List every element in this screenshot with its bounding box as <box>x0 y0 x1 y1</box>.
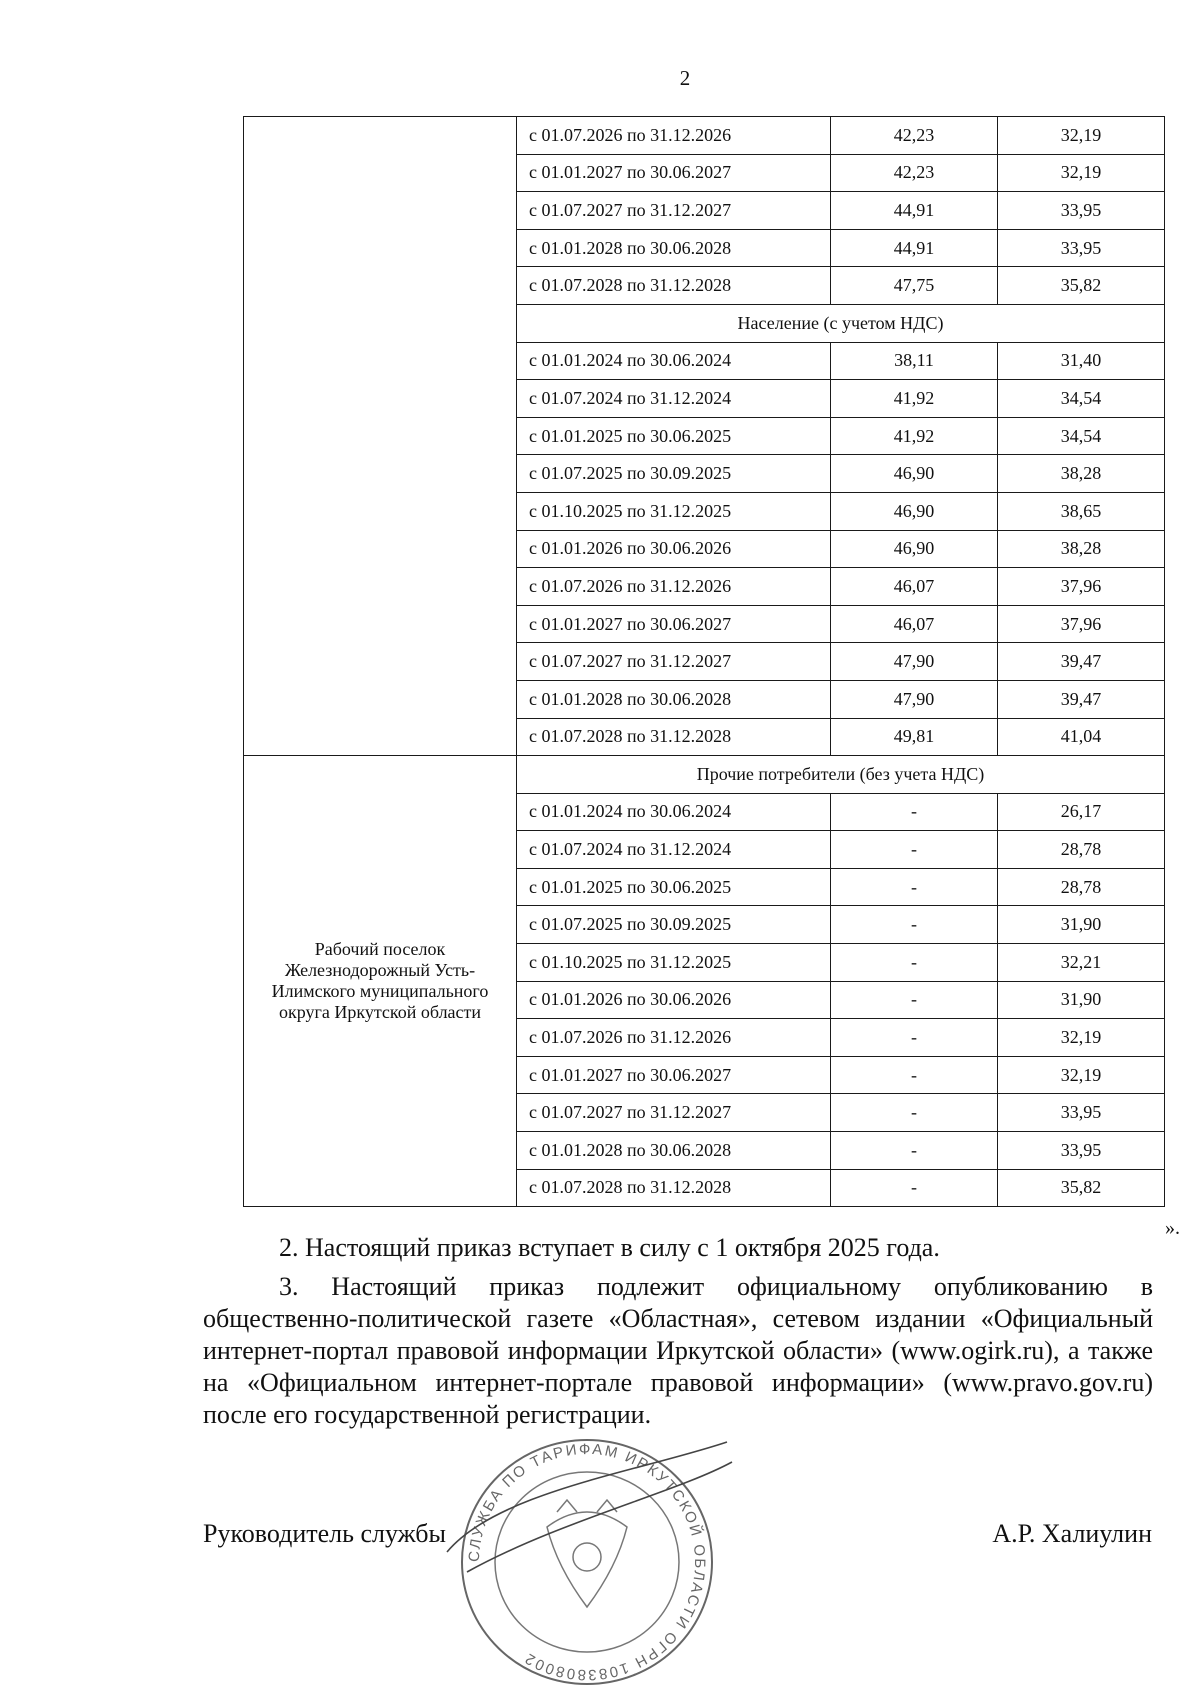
period-cell: с 01.01.2027 по 30.06.2027 <box>517 605 831 643</box>
period-cell: с 01.07.2026 по 31.12.2026 <box>517 117 831 155</box>
locality-cell: Рабочий поселок Железнодорожный Усть-Илимского муниципального округа Иркутской области <box>244 756 517 1207</box>
signatory-name: А.Р. Халиулин <box>992 1519 1152 1548</box>
official-stamp <box>437 1432 737 1692</box>
tariff-value-2: 31,40 <box>998 342 1165 380</box>
period-cell: с 01.07.2028 по 31.12.2028 <box>517 1169 831 1207</box>
period-cell: с 01.07.2027 по 31.12.2027 <box>517 643 831 681</box>
tariff-value-1: - <box>831 831 998 869</box>
tariff-value-1: 47,75 <box>831 267 998 305</box>
tariff-value-1: 41,92 <box>831 380 998 418</box>
tariff-value-1: - <box>831 906 998 944</box>
tariff-value-2: 38,65 <box>998 492 1165 530</box>
tariff-value-1: 47,90 <box>831 680 998 718</box>
period-cell: с 01.07.2028 по 31.12.2028 <box>517 718 831 756</box>
period-cell: с 01.07.2027 по 31.12.2027 <box>517 1094 831 1132</box>
period-cell: с 01.01.2027 по 30.06.2027 <box>517 1056 831 1094</box>
tariff-value-2: 28,78 <box>998 868 1165 906</box>
period-cell: с 01.07.2028 по 31.12.2028 <box>517 267 831 305</box>
tariff-table <box>243 116 1165 1207</box>
tariff-value-2: 37,96 <box>998 568 1165 606</box>
coat-of-arms-icon <box>547 1500 627 1607</box>
tariff-value-1: 46,07 <box>831 568 998 606</box>
period-cell: с 01.07.2025 по 30.09.2025 <box>517 906 831 944</box>
table-row <box>244 117 1165 155</box>
tariff-value-1: - <box>831 981 998 1019</box>
svg-text:СЛУЖБА ПО ТАРИФАМ ИРКУТСКОЙ ОБ <box>466 1441 708 1683</box>
tariff-value-2: 35,82 <box>998 267 1165 305</box>
tariff-value-2: 38,28 <box>998 455 1165 493</box>
tariff-value-2: 32,19 <box>998 154 1165 192</box>
tariff-value-1: 49,81 <box>831 718 998 756</box>
period-cell: с 01.01.2027 по 30.06.2027 <box>517 154 831 192</box>
tariff-value-1: 44,91 <box>831 192 998 230</box>
tariff-value-1: 42,23 <box>831 154 998 192</box>
tariff-value-2: 34,54 <box>998 417 1165 455</box>
paragraph-publication-text-1: 3. Настоящий приказ подлежит официальному опубликованию в общественно-политической газете «Областная», сетевом издании «Официальный интернет-портал правовой информации Иркутской области» ( <box>203 1272 1153 1365</box>
period-cell: с 01.01.2026 по 30.06.2026 <box>517 981 831 1019</box>
tariff-value-2: 39,47 <box>998 680 1165 718</box>
paragraph-publication <box>203 1271 1153 1431</box>
tariff-value-2: 31,90 <box>998 981 1165 1019</box>
period-cell: с 01.01.2028 по 30.06.2028 <box>517 680 831 718</box>
tariff-value-2: 33,95 <box>998 192 1165 230</box>
tariff-value-2: 31,90 <box>998 906 1165 944</box>
period-cell: с 01.01.2028 по 30.06.2028 <box>517 1132 831 1170</box>
tariff-value-1: - <box>831 1169 998 1207</box>
tariff-value-2: 33,95 <box>998 1094 1165 1132</box>
tariff-value-2: 38,28 <box>998 530 1165 568</box>
period-cell: с 01.01.2024 по 30.06.2024 <box>517 342 831 380</box>
tariff-value-1: - <box>831 1132 998 1170</box>
period-cell: с 01.07.2027 по 31.12.2027 <box>517 192 831 230</box>
paragraph-effective-date: 2. Настоящий приказ вступает в силу с 1 октября 2025 года. <box>279 1233 940 1262</box>
tariff-value-1: - <box>831 793 998 831</box>
tariff-value-1: 46,90 <box>831 530 998 568</box>
period-cell: с 01.01.2028 по 30.06.2028 <box>517 229 831 267</box>
tariff-value-1: 41,92 <box>831 417 998 455</box>
tariff-value-2: 26,17 <box>998 793 1165 831</box>
paragraph-publication-text-2: ), а также на «Официальном интернет-портале правовой информации» ( <box>203 1336 1153 1397</box>
locality-cell-continued <box>244 117 517 756</box>
tariff-value-1: 46,90 <box>831 455 998 493</box>
ogirk-link[interactable]: www.ogirk.ru <box>900 1336 1045 1365</box>
stamp-text: СЛУЖБА ПО ТАРИФАМ ИРКУТСКОЙ ОБЛАСТИ ОГРН 1083808002 <box>465 1440 709 1684</box>
tariff-value-1: - <box>831 1019 998 1057</box>
tariff-value-1: - <box>831 1094 998 1132</box>
tariff-value-1: 44,91 <box>831 229 998 267</box>
period-cell: с 01.07.2025 по 30.09.2025 <box>517 455 831 493</box>
tariff-value-1: 46,07 <box>831 605 998 643</box>
tariff-value-2: 35,82 <box>998 1169 1165 1207</box>
pravo-link[interactable]: www.pravo.gov.ru <box>952 1368 1145 1397</box>
period-cell: с 01.01.2024 по 30.06.2024 <box>517 793 831 831</box>
page-number: 2 <box>679 66 691 90</box>
tariff-value-1: - <box>831 868 998 906</box>
period-cell: с 01.01.2026 по 30.06.2026 <box>517 530 831 568</box>
tariff-value-2: 34,54 <box>998 380 1165 418</box>
period-cell: с 01.07.2024 по 31.12.2024 <box>517 831 831 869</box>
tariff-value-1: - <box>831 944 998 982</box>
tariff-value-2: 41,04 <box>998 718 1165 756</box>
paragraph-publication-text-3: ) после его государственной регистрации. <box>203 1368 1153 1429</box>
tariff-value-1: 47,90 <box>831 643 998 681</box>
tariff-value-2: 32,19 <box>998 1019 1165 1057</box>
period-cell: с 01.10.2025 по 31.12.2025 <box>517 944 831 982</box>
period-cell: с 01.07.2024 по 31.12.2024 <box>517 380 831 418</box>
tariff-value-1: 46,90 <box>831 492 998 530</box>
section-heading-population: Население (с учетом НДС) <box>517 304 1165 342</box>
tariff-value-2: 32,21 <box>998 944 1165 982</box>
section-row <box>244 756 1165 794</box>
tariff-value-2: 32,19 <box>998 117 1165 155</box>
closing-quote: ». <box>1165 1217 1180 1239</box>
tariff-value-2: 33,95 <box>998 229 1165 267</box>
tariff-value-2: 37,96 <box>998 605 1165 643</box>
period-cell: с 01.01.2025 по 30.06.2025 <box>517 868 831 906</box>
period-cell: с 01.10.2025 по 31.12.2025 <box>517 492 831 530</box>
section-heading-other: Прочие потребители (без учета НДС) <box>517 756 1165 794</box>
period-cell: с 01.01.2025 по 30.06.2025 <box>517 417 831 455</box>
tariff-value-2: 28,78 <box>998 831 1165 869</box>
tariff-value-1: - <box>831 1056 998 1094</box>
period-cell: с 01.07.2026 по 31.12.2026 <box>517 1019 831 1057</box>
tariff-value-2: 39,47 <box>998 643 1165 681</box>
tariff-value-1: 42,23 <box>831 117 998 155</box>
tariff-value-2: 33,95 <box>998 1132 1165 1170</box>
period-cell: с 01.07.2026 по 31.12.2026 <box>517 568 831 606</box>
tariff-value-1: 38,11 <box>831 342 998 380</box>
signatory-title: Руководитель службы <box>203 1519 446 1548</box>
tariff-value-2: 32,19 <box>998 1056 1165 1094</box>
